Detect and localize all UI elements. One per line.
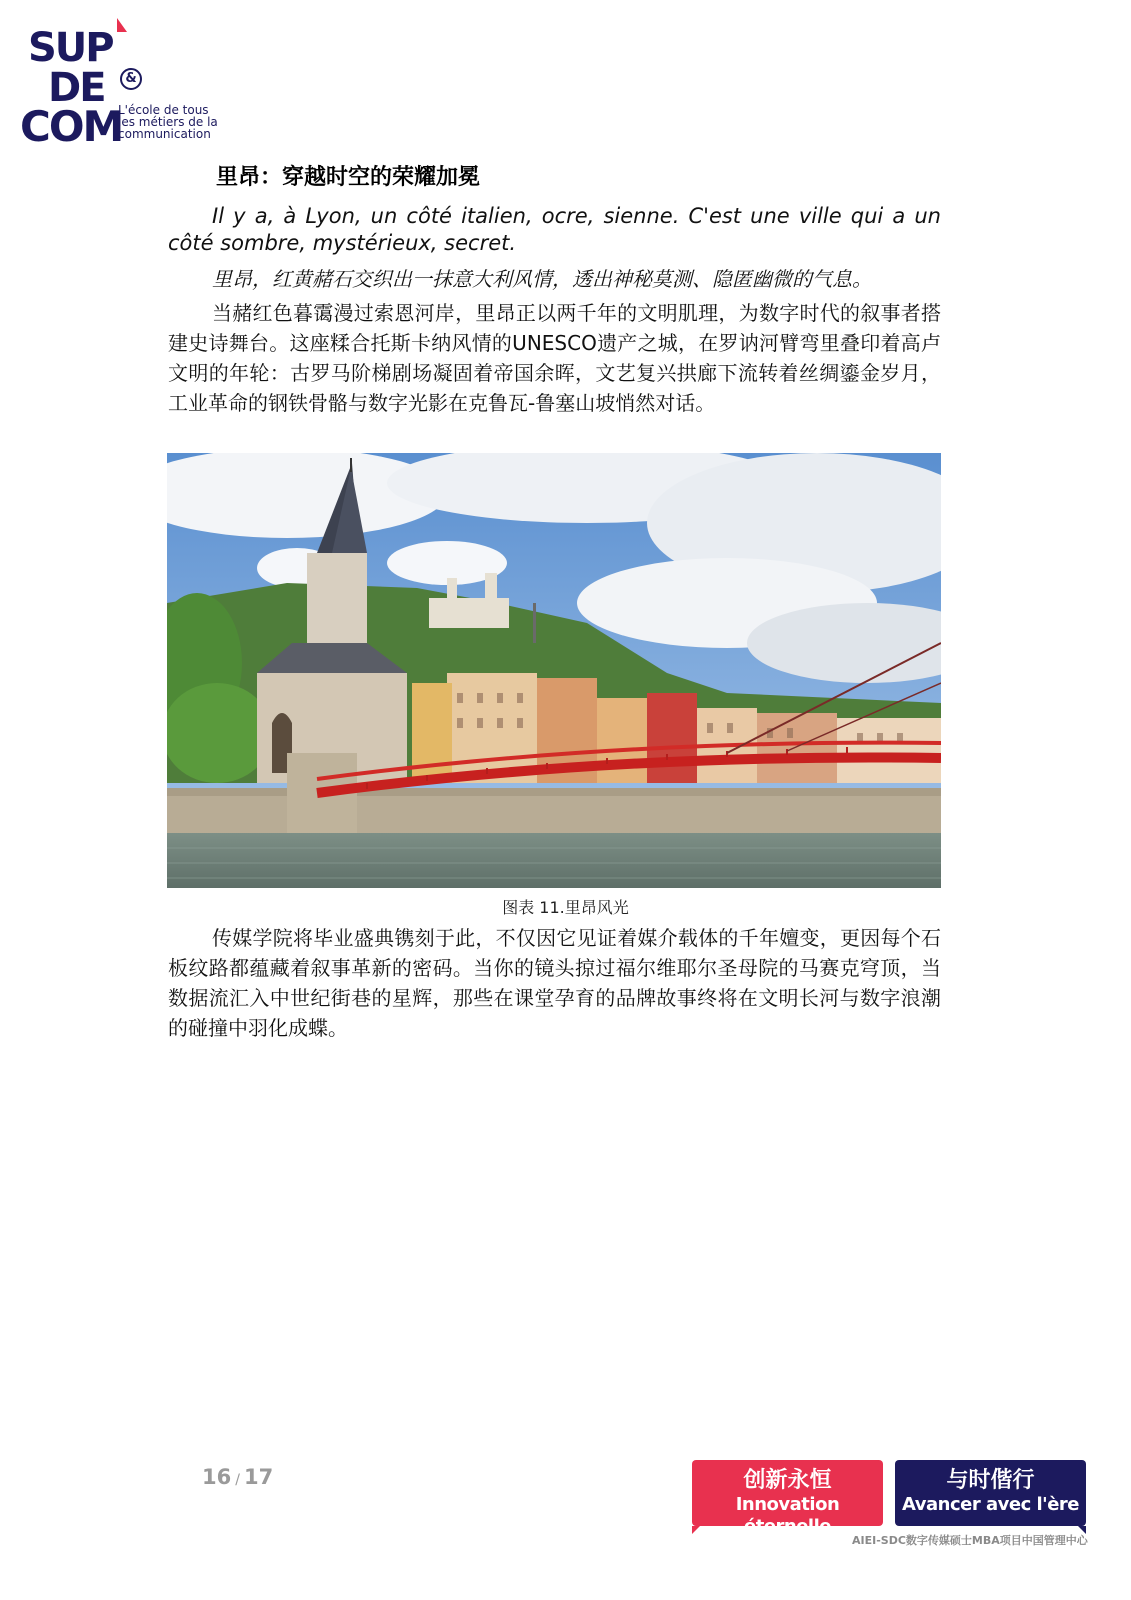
era-badge-fr: Avancer avec l'ère bbox=[901, 1494, 1079, 1515]
logo-ampersand: & bbox=[120, 68, 142, 90]
innovation-badge-fr: Innovation éternelle bbox=[735, 1494, 840, 1537]
lyon-photo bbox=[167, 453, 941, 888]
logo-tagline: L'école de tous les métiers de la communication bbox=[118, 103, 218, 141]
page-number bbox=[202, 1465, 273, 1489]
logo-com: COM bbox=[20, 102, 123, 151]
french-quote: Il y a, à Lyon, un côté italien, ocre, sienne. C'est une ville qui a un côté sombre, mystérieux, secret. bbox=[168, 204, 941, 255]
logo-de: DE bbox=[48, 65, 105, 111]
era-badge bbox=[895, 1460, 1086, 1526]
current-page: 16 bbox=[202, 1465, 232, 1489]
logo-sup: SUP bbox=[28, 25, 113, 71]
figure-caption: 图表 11.里昂风光 bbox=[502, 898, 629, 917]
body-paragraph-1: 当赭红色暮霭漫过索恩河岸，里昂正以两千年的文明肌理，为数字时代的叙事者搭建史诗舞台。这座糅合托斯卡纳风情的UNESCO遗产之城，在罗讷河臂弯里叠印着高卢文明的年轮：古罗马阶梯剧场凝固着帝国余晖，文艺复兴拱廊下流转着丝绸鎏金岁月，工业革命的钢铁骨骼与数字光影在克鲁瓦-鲁塞山坡悄然对话。 bbox=[168, 301, 941, 415]
innovation-badge bbox=[692, 1460, 883, 1537]
total-pages: 17 bbox=[243, 1465, 274, 1489]
chinese-quote: 里昂，红黄赭石交织出一抹意大利风情，透出神秘莫测、隐匿幽微的气息。 bbox=[212, 267, 872, 291]
body-paragraph-2: 传媒学院将毕业盛典镌刻于此，不仅因它见证着媒介载体的千年嬗变，更因每个石板纹路都蕴藏着叙事革新的密码。当你的镜头掠过福尔维耶尔圣母院的马赛克穹顶，当数据流汇入中世纪街巷的星辉，那些在课堂孕育的品牌故事终将在文明长河与数字浪潮的碰撞中羽化成蝶。 bbox=[168, 926, 941, 1040]
sup-de-com-logo bbox=[20, 16, 220, 151]
section-heading: 里昂：穿越时空的荣耀加冕 bbox=[216, 165, 481, 190]
innovation-badge-zh: 创新永恒 bbox=[743, 1468, 832, 1493]
footer-note: AIEI-SDC数字传媒硕士MBA项目中国管理中心 bbox=[852, 1534, 1088, 1547]
page-separator: / bbox=[235, 1472, 240, 1488]
era-badge-zh: 与时偕行 bbox=[946, 1468, 1035, 1493]
logo-accent-mark bbox=[117, 18, 127, 32]
